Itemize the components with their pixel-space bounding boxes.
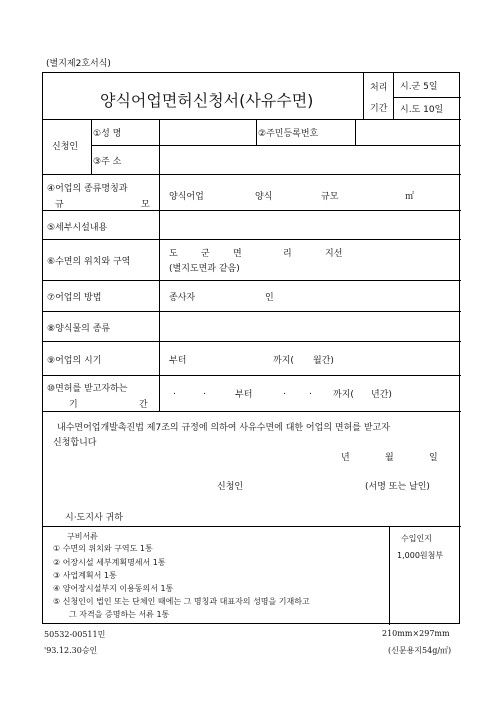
date-year: 년 — [341, 453, 350, 463]
facility-detail-field[interactable] — [161, 212, 459, 237]
divider — [91, 145, 461, 146]
document-item: ① 수면의 위치와 구역도 1통 — [53, 544, 153, 553]
license-period-label: 간 — [139, 400, 148, 410]
processing-period: 시.도 10일 — [400, 105, 444, 115]
name-label: ①성 명 — [93, 129, 122, 139]
date-month: 월 — [385, 453, 394, 463]
season-value: 부터 — [169, 356, 187, 366]
rrn-label: ②주민등록번호 — [258, 129, 319, 139]
divider — [363, 73, 364, 119]
location-label: ⑥수면의 위치와 구역 — [47, 257, 131, 267]
recipient: 시·도지사 귀하 — [65, 513, 123, 523]
statement-text: 내수면어업개발촉진법 제7조의 규정에 의하여 사유수면에 대한 어업의 면허를 받고자 — [57, 423, 390, 433]
document-item: 그 자격을 증명하는 서류 1통 — [69, 610, 170, 619]
divider — [393, 73, 394, 119]
business-type-label: 규 — [55, 200, 64, 210]
location-note: (별지도면과 같음) — [169, 264, 240, 274]
signature-note: (서명 또는 날인) — [365, 482, 430, 492]
divider — [43, 174, 461, 175]
divider — [43, 119, 461, 120]
processing-period: 시.군 5일 — [400, 82, 438, 92]
license-period-value: 부터 — [235, 390, 253, 400]
business-type-label: 모 — [141, 200, 150, 210]
form-code: 50532-00511민 — [44, 630, 106, 639]
document-item: ④ 양어장시설부지 이용동의서 1통 — [53, 584, 174, 593]
business-type-value: 양식어업 — [169, 192, 204, 202]
divider — [43, 239, 461, 240]
applicant-sign-label: 신청인 — [217, 482, 244, 492]
date-day: 일 — [429, 453, 438, 463]
business-type-value: 규모 — [321, 192, 339, 202]
divider — [393, 97, 461, 98]
divider — [43, 341, 461, 342]
license-period-value: . — [203, 387, 206, 397]
divider — [43, 210, 461, 211]
location-value: 리 — [283, 249, 292, 259]
document-item: ⑤ 신청인이 법인 또는 단체인 때에는 그 명칭과 대표자의 성명을 기재하고 — [53, 597, 310, 606]
season-value: 까지( — [273, 356, 294, 366]
form-title: 양식어업면허신청서(사유수면) — [100, 91, 314, 110]
location-value: 도 — [169, 249, 178, 259]
applicant-label: 신청인 — [52, 142, 79, 152]
business-type-label: ④어업의 종류명칭과 — [47, 184, 128, 194]
document-item: ③ 사업계획서 1통 — [53, 571, 117, 580]
revenue-stamp-label: 수입인지 — [401, 534, 432, 543]
species-label: ⑧양식물의 종류 — [47, 324, 111, 334]
processing-label: 기간 — [370, 104, 388, 114]
license-period-value: 년간) — [371, 390, 392, 400]
area-unit: ㎡ — [405, 192, 415, 202]
license-period-label: ⑩면허를 받고자하는 — [47, 384, 128, 394]
divider — [256, 119, 257, 145]
location-value: 지선 — [325, 249, 343, 259]
method-label: ⑦어업의 방법 — [47, 293, 102, 303]
document-item: ② 어장시설 세부계획명세서 1통 — [53, 558, 166, 567]
divider — [43, 375, 461, 376]
divider — [389, 526, 390, 625]
season-label: ⑨어업의 시기 — [47, 356, 102, 366]
processing-label: 처리 — [370, 83, 388, 93]
license-period-label: 기 — [69, 400, 78, 410]
method-value: 인 — [265, 293, 274, 303]
facility-detail-label: ⑤세부시설내용 — [47, 223, 108, 233]
license-period-value: . — [309, 387, 312, 397]
divider — [355, 119, 356, 145]
location-value: 군 — [201, 249, 210, 259]
name-field[interactable] — [161, 121, 254, 143]
address-label: ③주 소 — [93, 157, 122, 167]
paper-size: 210mm×297mm — [382, 629, 450, 638]
divider — [43, 311, 461, 312]
license-period-value: 까지( — [333, 390, 354, 400]
license-period-value: . — [173, 387, 176, 397]
rrn-field[interactable] — [357, 121, 459, 143]
divider — [43, 526, 461, 527]
revenue-stamp-amount: 1,000원첨부 — [397, 551, 444, 560]
statement-text: 신청합니다 — [53, 438, 97, 448]
license-period-value: . — [283, 387, 286, 397]
divider — [91, 119, 92, 174]
application-form — [42, 72, 460, 624]
method-value: 종사자 — [169, 293, 196, 303]
divider — [43, 280, 461, 281]
species-field[interactable] — [161, 313, 459, 339]
season-value: 월간) — [313, 356, 334, 366]
location-value: 면 — [233, 249, 242, 259]
documents-header: 구비서류 — [67, 532, 98, 541]
business-type-value: 양식 — [255, 192, 273, 202]
paper-type: (신문용지54g/㎡) — [388, 646, 452, 655]
approval-date: '93.12.30승인 — [44, 646, 98, 655]
divider — [159, 119, 160, 411]
address-field[interactable] — [161, 147, 459, 172]
form-number: (별지제2호서식) — [46, 59, 111, 69]
divider — [43, 411, 461, 412]
